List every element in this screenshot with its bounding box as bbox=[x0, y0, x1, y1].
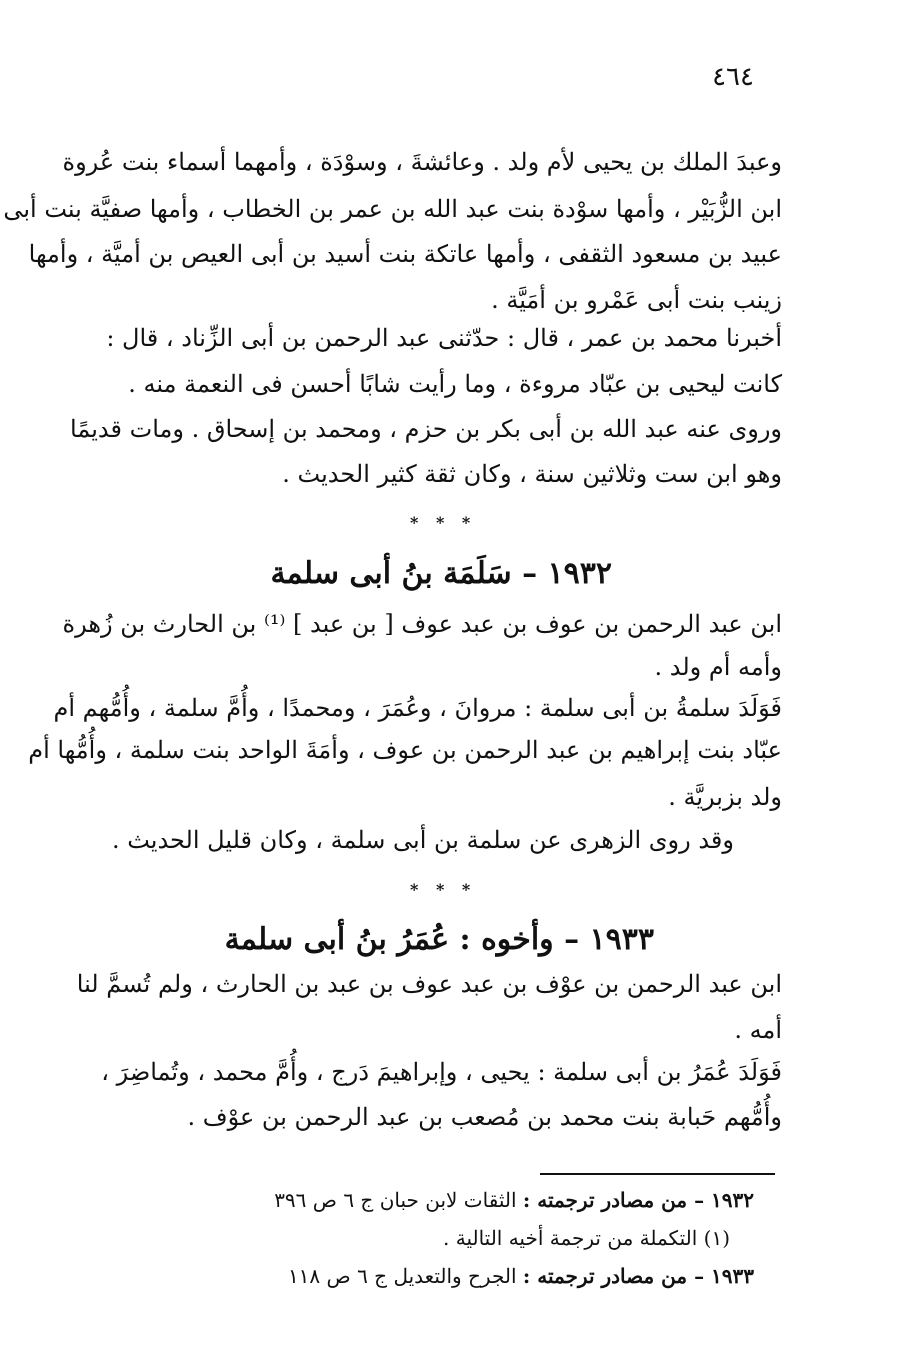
footnote-label: ١٩٣٢ – من مصادر ترجمته : bbox=[522, 1188, 754, 1212]
text-line: وأُمُّهم حَبابة بنت محمد بن مُصعب بن عبد الرحمن بن عوْف . bbox=[187, 1103, 782, 1131]
text-line: زينب بنت أبى عَمْرو بن أمَيَّة . bbox=[491, 286, 782, 314]
footnote-label: ١٩٣٣ – من مصادر ترجمته : bbox=[522, 1264, 754, 1288]
text-line: ابن الزُّبَيْر ، وأمها سوْدة بنت عبد الله بن عمر بن الخطاب ، وأمها صفيَّة بنت أبى bbox=[3, 195, 782, 223]
text-line: ابن عبد الرحمن بن عوف بن عبد عوف [ بن عبد ] ⁽¹⁾ بن الحارث بن زُهرة bbox=[62, 610, 782, 638]
text-line: وقد روى الزهرى عن سلمة بن أبى سلمة ، وكان قليل الحديث . bbox=[111, 826, 734, 854]
section-separator: * * * bbox=[410, 513, 477, 532]
entry-heading-1932: ١٩٣٢ – سَلَمَة بنُ أبى سلمة bbox=[270, 556, 612, 591]
text-line: فَوَلَدَ سلمةُ بن أبى سلمة : مروانَ ، وعُمَرَ ، ومحمدًا ، وأُمَّ سلمة ، وأُمُّهم أم bbox=[53, 694, 782, 722]
text-line: أمه . bbox=[734, 1016, 782, 1044]
text-line: ابن عبد الرحمن بن عوْف بن عبد عوف بن عبد بن الحارث ، ولم تُسمَّ لنا bbox=[76, 970, 782, 998]
text-line: وهو ابن ست وثلاثين سنة ، وكان ثقة كثير الحديث . bbox=[282, 460, 782, 488]
footnote-1932-sources bbox=[274, 1190, 754, 1210]
text-line: عبيد بن مسعود الثقفى ، وأمها عاتكة بنت أسيد بن أبى العيص بن أميَّة ، وأمها bbox=[28, 240, 782, 268]
text-line: ولد بزبريَّة . bbox=[668, 783, 782, 811]
text-line: وعبدَ الملك بن يحيى لأم ولد . وعائشةَ ، وسوْدَة ، وأمهما أسماء بنت عُروة bbox=[62, 148, 782, 176]
text-line: كانت ليحيى بن عبّاد مروءة ، وما رأيت شابًا أحسن فى النعمة منه . bbox=[128, 370, 782, 398]
footnote-rule bbox=[540, 1173, 775, 1175]
footnote-1: (١) التكملة من ترجمة أخيه التالية . bbox=[443, 1226, 730, 1250]
text-line: أخبرنا محمد بن عمر ، قال : حدّثنى عبد الرحمن بن أبى الزِّناد ، قال : bbox=[106, 324, 782, 352]
footnote-text: الجرح والتعديل ج ٦ ص ١١٨ bbox=[287, 1264, 517, 1288]
text-line: وأمه أم ولد . bbox=[654, 653, 782, 681]
section-separator: * * * bbox=[410, 880, 477, 899]
footnote-1933-sources bbox=[288, 1266, 754, 1286]
text-line: عبّاد بنت إبراهيم بن عبد الرحمن بن عوف ، وأمَةَ الواحد بنت سلمة ، وأُمُّها أم bbox=[28, 736, 782, 764]
entry-heading-1933: ١٩٣٣ – وأخوه : عُمَرُ بنُ أبى سلمة bbox=[224, 922, 654, 957]
page-number: ٤٦٤ bbox=[712, 62, 754, 92]
text-line: فَوَلَدَ عُمَرُ بن أبى سلمة : يحيى ، وإبراهيمَ دَرج ، وأُمَّ محمد ، وتُماضِرَ ، bbox=[101, 1058, 782, 1086]
footnote-text: الثقات لابن حبان ج ٦ ص ٣٩٦ bbox=[274, 1188, 517, 1212]
text-line: وروى عنه عبد الله بن أبى بكر بن حزم ، ومحمد بن إسحاق . ومات قديمًا bbox=[70, 415, 782, 443]
